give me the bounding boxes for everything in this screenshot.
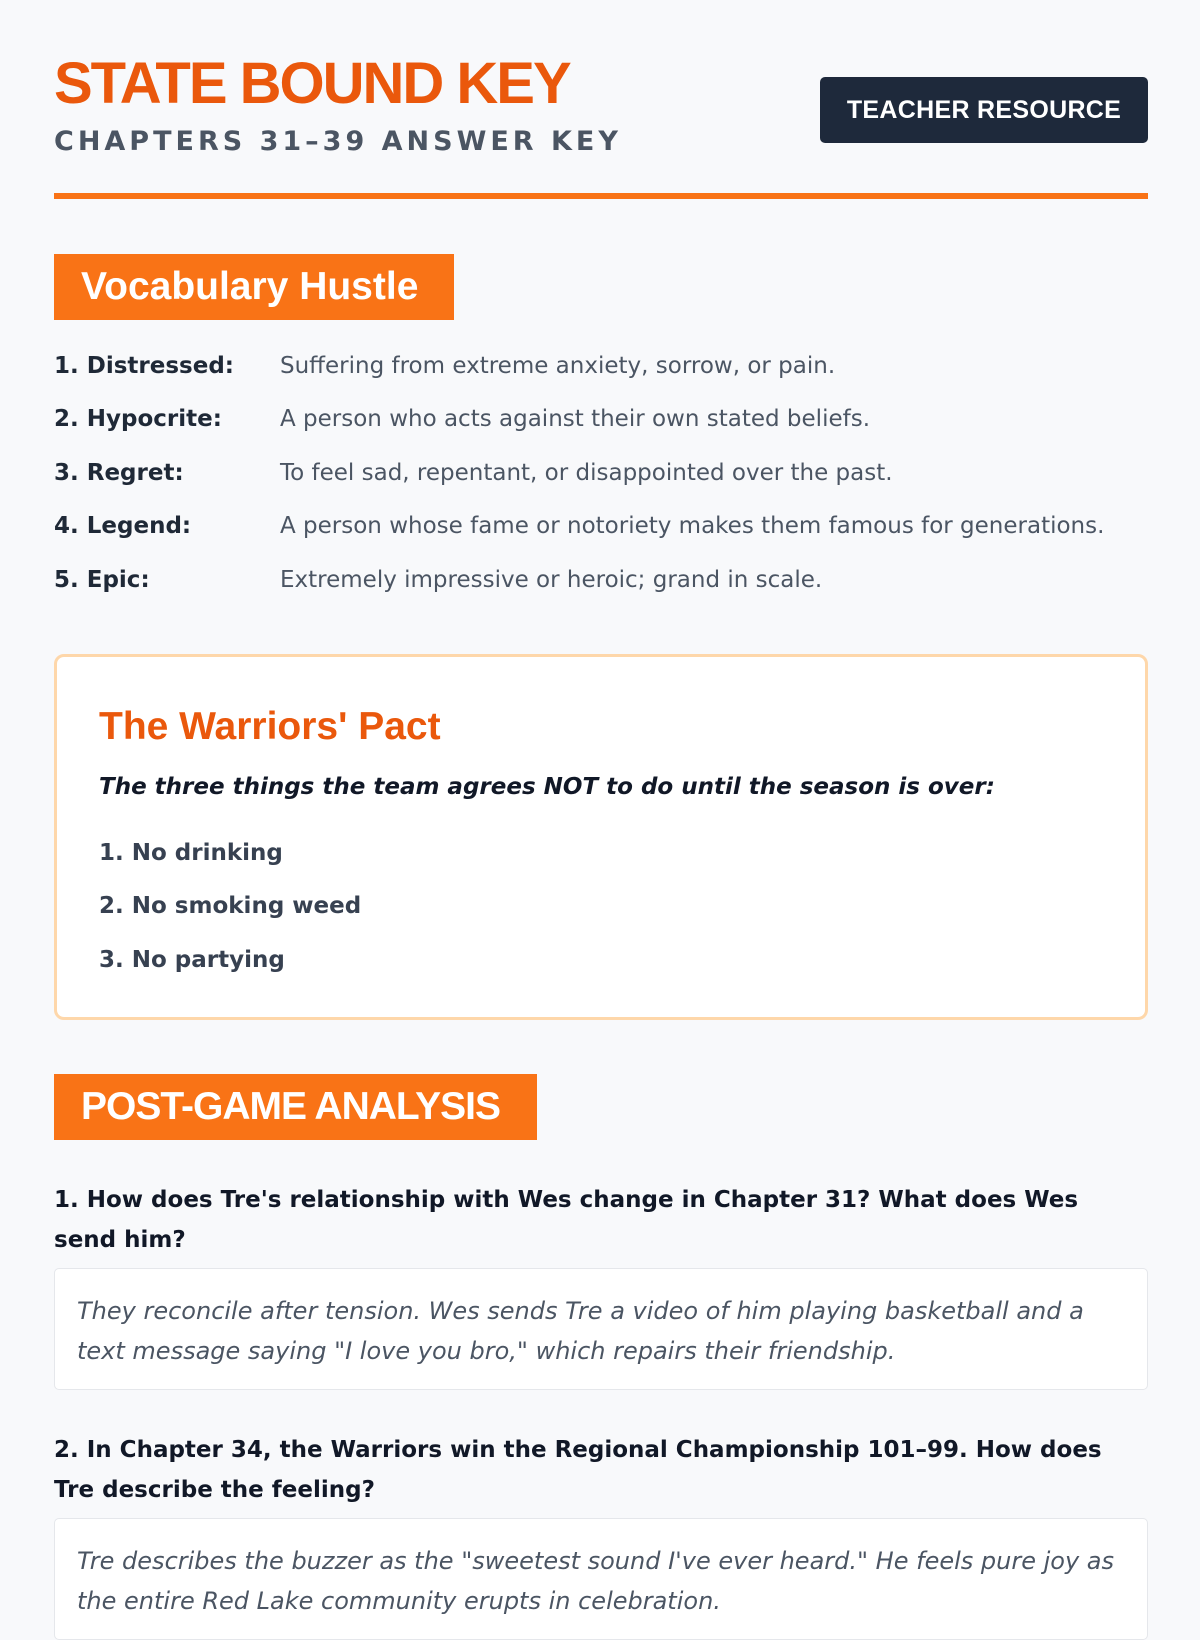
page-header: [54, 0, 1148, 200]
answer-2: Tre describes the buzzer as the "sweetest sound I've ever heard." He feels pure joy as the entire Red Lake community erupts in celebration.: [54, 1518, 1148, 1640]
page-subtitle: CHAPTERS 31–39 ANSWER KEY: [54, 126, 622, 157]
vocabulary-item: [54, 447, 1148, 500]
answer-key-page: [54, 0, 1148, 1615]
pact-title: The Warriors' Pact: [99, 705, 441, 748]
vocabulary-definition: To feel sad, repentant, or disappointed over the past.: [280, 459, 893, 486]
pact-item: 1. No drinking: [99, 840, 283, 866]
pact-item: 2. No smoking weed: [99, 893, 362, 920]
vocabulary-term: 5. Epic:: [54, 566, 150, 593]
header-divider: [54, 193, 1148, 199]
vocabulary-heading: Vocabulary Hustle: [54, 254, 454, 320]
vocabulary-definition: Extremely impressive or heroic; grand in scale.: [280, 566, 823, 593]
vocabulary-term: 4. Legend:: [54, 513, 192, 540]
question-2: 2. In Chapter 34, the Warriors win the Regional Championship 101–99. How does Tre describe the feeling?: [54, 1437, 1102, 1503]
analysis-heading: POST-GAME ANALYSIS: [54, 1074, 537, 1140]
question-1: 1. How does Tre's relationship with Wes change in Chapter 31? What does Wes send him?: [54, 1187, 1079, 1253]
answer-1: They reconcile after tension. Wes sends Tre a video of him playing basketball and a text message saying "I love you bro," which repairs their friendship.: [54, 1268, 1148, 1390]
warriors-pact-box: [54, 654, 1148, 1020]
vocabulary-definition: A person who acts against their own stated beliefs.: [280, 406, 871, 433]
pact-list: [99, 827, 361, 987]
pact-intro: The three things the team agrees NOT to do until the season is over:: [99, 774, 995, 800]
teacher-resource-badge: TEACHER RESOURCE: [820, 77, 1148, 143]
vocabulary-item: [54, 554, 1148, 607]
vocabulary-term: 2. Hypocrite:: [54, 406, 222, 433]
vocabulary-definition: Suffering from extreme anxiety, sorrow, or pain.: [280, 353, 836, 379]
vocabulary-list: [54, 340, 1148, 607]
vocabulary-term: 1. Distressed:: [54, 353, 234, 379]
pact-item: 3. No partying: [99, 946, 285, 973]
vocabulary-item: [54, 500, 1148, 553]
vocabulary-item: [54, 340, 1148, 393]
vocabulary-item: [54, 393, 1148, 446]
vocabulary-definition: A person whose fame or notoriety makes them famous for generations.: [280, 513, 1105, 540]
vocabulary-term: 3. Regret:: [54, 459, 184, 486]
page-title: STATE BOUND KEY: [54, 51, 570, 116]
